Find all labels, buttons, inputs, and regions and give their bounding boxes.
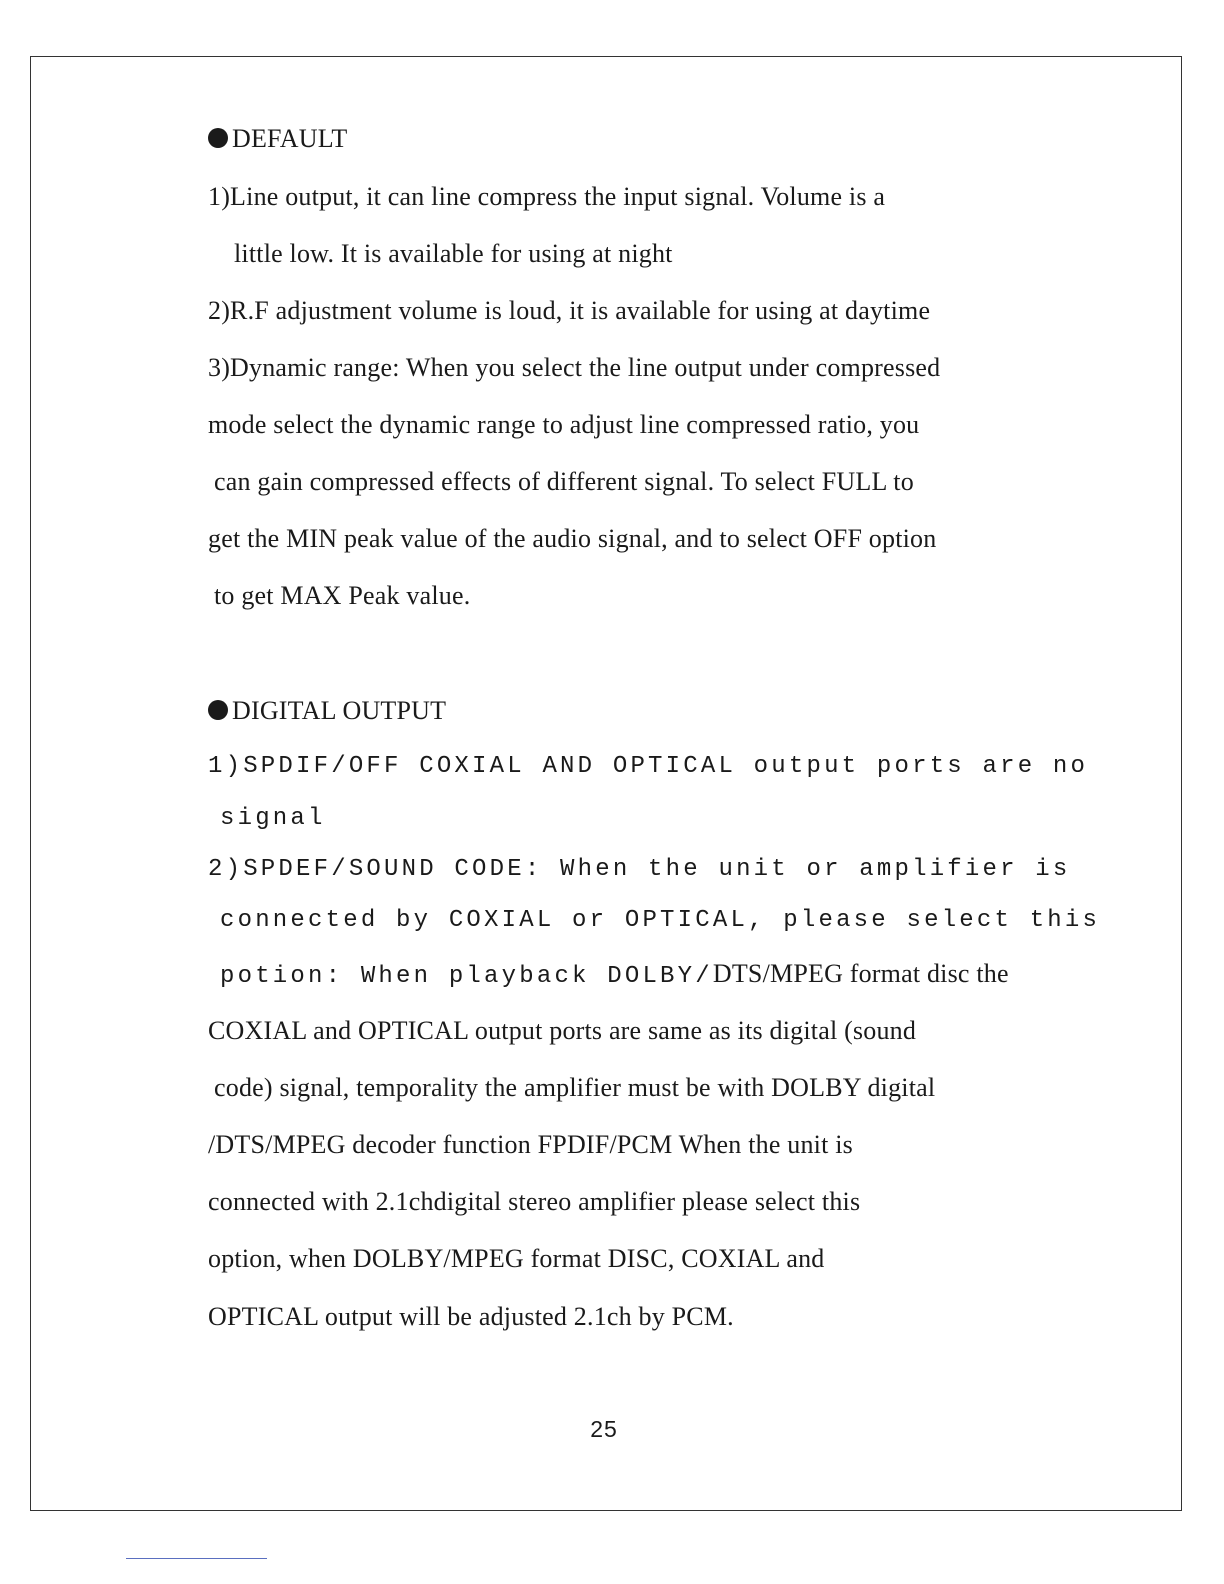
digital-heading <box>208 696 446 726</box>
digital-line-3: 2)SPDEF/SOUND CODE: When the unit or amplifier is <box>208 856 1071 883</box>
digital-line-11: OPTICAL output will be adjusted 2.1ch by PCM. <box>208 1302 734 1331</box>
default-line-1: 1)Line output, it can line compress the input signal. Volume is a <box>208 182 886 211</box>
bullet-icon <box>208 700 228 720</box>
digital-line-6: COXIAL and OPTICAL output ports are same as its digital (sound <box>208 1016 917 1045</box>
digital-line-2: signal <box>220 805 326 832</box>
digital-line-5 <box>220 959 1009 992</box>
digital-line-8: /DTS/MPEG decoder function FPDIF/PCM When the unit is <box>208 1130 853 1159</box>
default-heading-text: DEFAULT <box>232 124 348 153</box>
digital-line-9: connected with 2.1chdigital stereo amplifier please select this <box>208 1187 861 1216</box>
default-line-2: little low. It is available for using at night <box>234 239 673 268</box>
digital-heading-text: DIGITAL OUTPUT <box>232 696 447 725</box>
digital-line-1: 1)SPDIF/OFF COXIAL AND OPTICAL output ports are no <box>208 753 1089 780</box>
bullet-icon <box>208 128 228 148</box>
digital-line-10: option, when DOLBY/MPEG format DISC, COXIAL and <box>208 1244 825 1273</box>
digital-line-4: connected by COXIAL or OPTICAL, please select this <box>220 907 1101 934</box>
default-line-5: mode select the dynamic range to adjust line compressed ratio, you <box>208 410 920 439</box>
footer-rule <box>126 1558 267 1559</box>
digital-line-5-serif: DTS/MPEG format disc the <box>712 959 1009 988</box>
default-line-3: 2)R.F adjustment volume is loud, it is available for using at daytime <box>208 296 931 325</box>
default-line-6: can gain compressed effects of different signal. To select FULL to <box>214 467 914 496</box>
page-frame <box>30 56 1182 1511</box>
page-number: 25 <box>590 1416 618 1442</box>
digital-line-7: code) signal, temporality the amplifier must be with DOLBY digital <box>214 1073 936 1102</box>
digital-line-5-mono: potion: When playback DOLBY/ <box>220 963 713 990</box>
default-line-8: to get MAX Peak value. <box>214 581 471 610</box>
default-heading <box>208 124 348 154</box>
default-line-7: get the MIN peak value of the audio signal, and to select OFF option <box>208 524 937 553</box>
default-line-4: 3)Dynamic range: When you select the line output under compressed <box>208 353 941 382</box>
